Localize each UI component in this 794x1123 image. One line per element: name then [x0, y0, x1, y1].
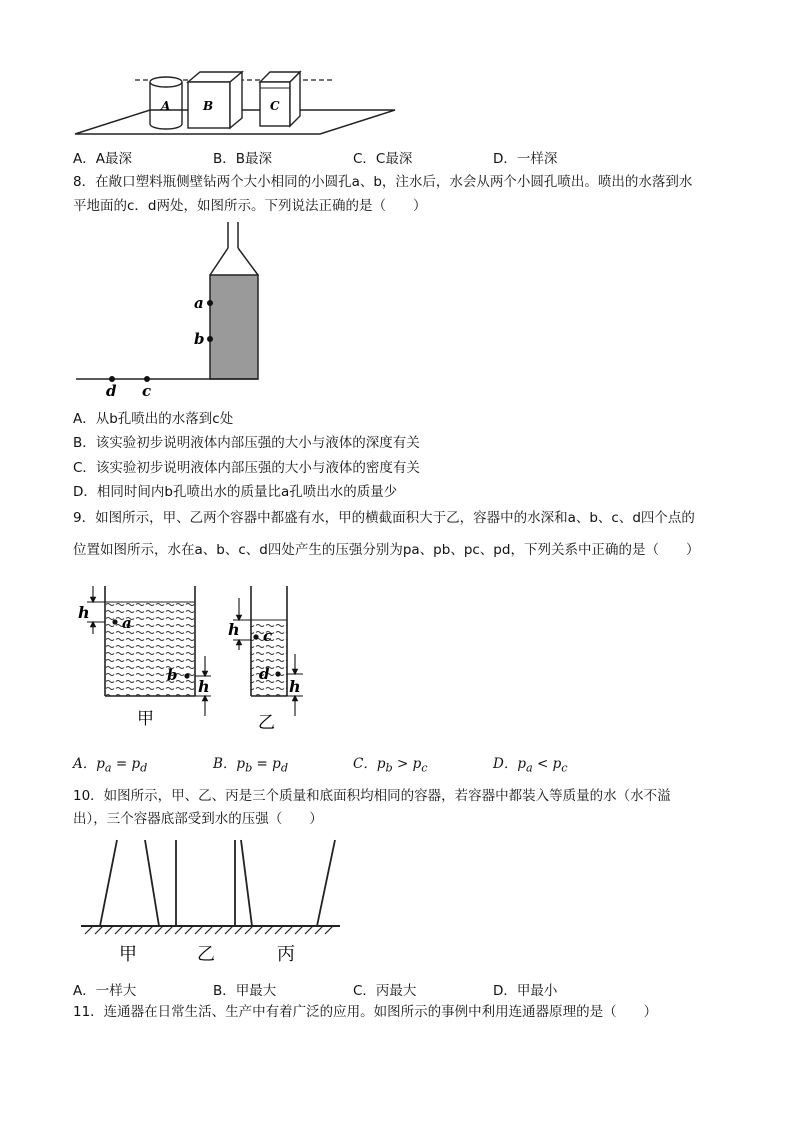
q10-stem-line2: 出），三个容器底部受到水的压强（ ）	[73, 811, 323, 827]
q9-stem-line1: 9．如图所示，甲、乙两个容器中都盛有水，甲的横截面积大于乙，容器中的水深和a、b、c、d四个点的	[73, 510, 695, 526]
container-bing-label: 丙	[277, 944, 295, 965]
q10-option-d[interactable]: D．甲最小	[493, 983, 558, 999]
label-A: A	[161, 99, 171, 113]
hole-b-label: b	[194, 330, 205, 348]
figure-three-shaped-containers	[75, 836, 345, 971]
point-c-label: c	[263, 627, 273, 645]
point-c-label: c	[142, 382, 152, 400]
container-jia-label: 甲	[119, 944, 137, 965]
hole-a-label: a	[194, 294, 204, 312]
q7-option-b[interactable]: B．B最深	[213, 151, 273, 167]
q10-stem-line1: 10．如图所示，甲、乙、丙是三个质量和底面积均相同的容器，若容器中都装入等质量的水（水不溢	[73, 788, 671, 804]
q8-option-b[interactable]: B．该实验初步说明液体内部压强的大小与液体的深度有关	[73, 435, 420, 451]
q9-option-a[interactable]: A．$p_a = p_d$	[73, 756, 148, 775]
q8-option-c[interactable]: C．该实验初步说明液体内部压强的大小与液体的密度有关	[73, 460, 420, 476]
h-label-yi-bottom: h	[289, 677, 301, 696]
q9-option-d[interactable]: D．$p_a < p_c$	[493, 756, 568, 775]
q10-option-b[interactable]: B．甲最大	[213, 983, 277, 999]
container-yi-label: 乙	[197, 944, 215, 965]
point-a-label: a	[122, 614, 132, 632]
figure-two-containers	[75, 580, 315, 732]
container-yi-label: 乙	[258, 713, 275, 732]
q7-option-c[interactable]: C．C最深	[353, 151, 413, 167]
label-C: C	[270, 99, 280, 113]
q7-options	[73, 147, 713, 167]
point-d-label: d	[106, 382, 117, 400]
label-B: B	[203, 99, 214, 113]
point-d-label: d	[259, 665, 270, 683]
q10-option-c[interactable]: C．丙最大	[353, 983, 417, 999]
q8-stem-line1: 8．在敞口塑料瓶侧壁钻两个大小相同的小圆孔a、b，注水后，水会从两个小圆孔喷出。喷出的水落到水	[73, 174, 693, 190]
h-label-yi-top: h	[228, 620, 240, 639]
q8-option-a[interactable]: A．从b孔喷出的水落到c处	[73, 411, 234, 427]
q9-stem-line2: 位置如图所示，水在a、b、c、d四处产生的压强分别为pa、pb、pc、pd，下列关系中正确的是（ ）	[73, 542, 700, 558]
q8-stem-line2: 平地面的c．d两处，如图所示。下列说法正确的是（ ）	[73, 198, 427, 214]
container-jia-label: 甲	[137, 709, 154, 729]
q7-option-a[interactable]: A．A最深	[73, 151, 132, 167]
q9-option-b[interactable]: B．$p_b = p_d$	[213, 756, 289, 775]
q9-option-c[interactable]: C．$p_b > p_c$	[353, 756, 428, 775]
q9-options	[73, 752, 713, 775]
q10-options	[73, 979, 713, 999]
q8-option-d[interactable]: D．相同时间内b孔喷出水的质量比a孔喷出水的质量少	[73, 484, 398, 500]
figure-three-containers	[70, 62, 400, 138]
q11-stem: 11．连通器在日常生活、生产中有着广泛的应用。如图所示的事例中利用连通器原理的是（ ）	[73, 1004, 658, 1020]
h-label-jia-bottom: h	[198, 677, 210, 696]
point-b-label: b	[167, 666, 178, 684]
q10-option-a[interactable]: A．一样大	[73, 983, 137, 999]
figure-bottle-holes	[72, 218, 272, 400]
h-label-jia-top: h	[78, 603, 90, 622]
q7-option-d[interactable]: D．一样深	[493, 151, 558, 167]
